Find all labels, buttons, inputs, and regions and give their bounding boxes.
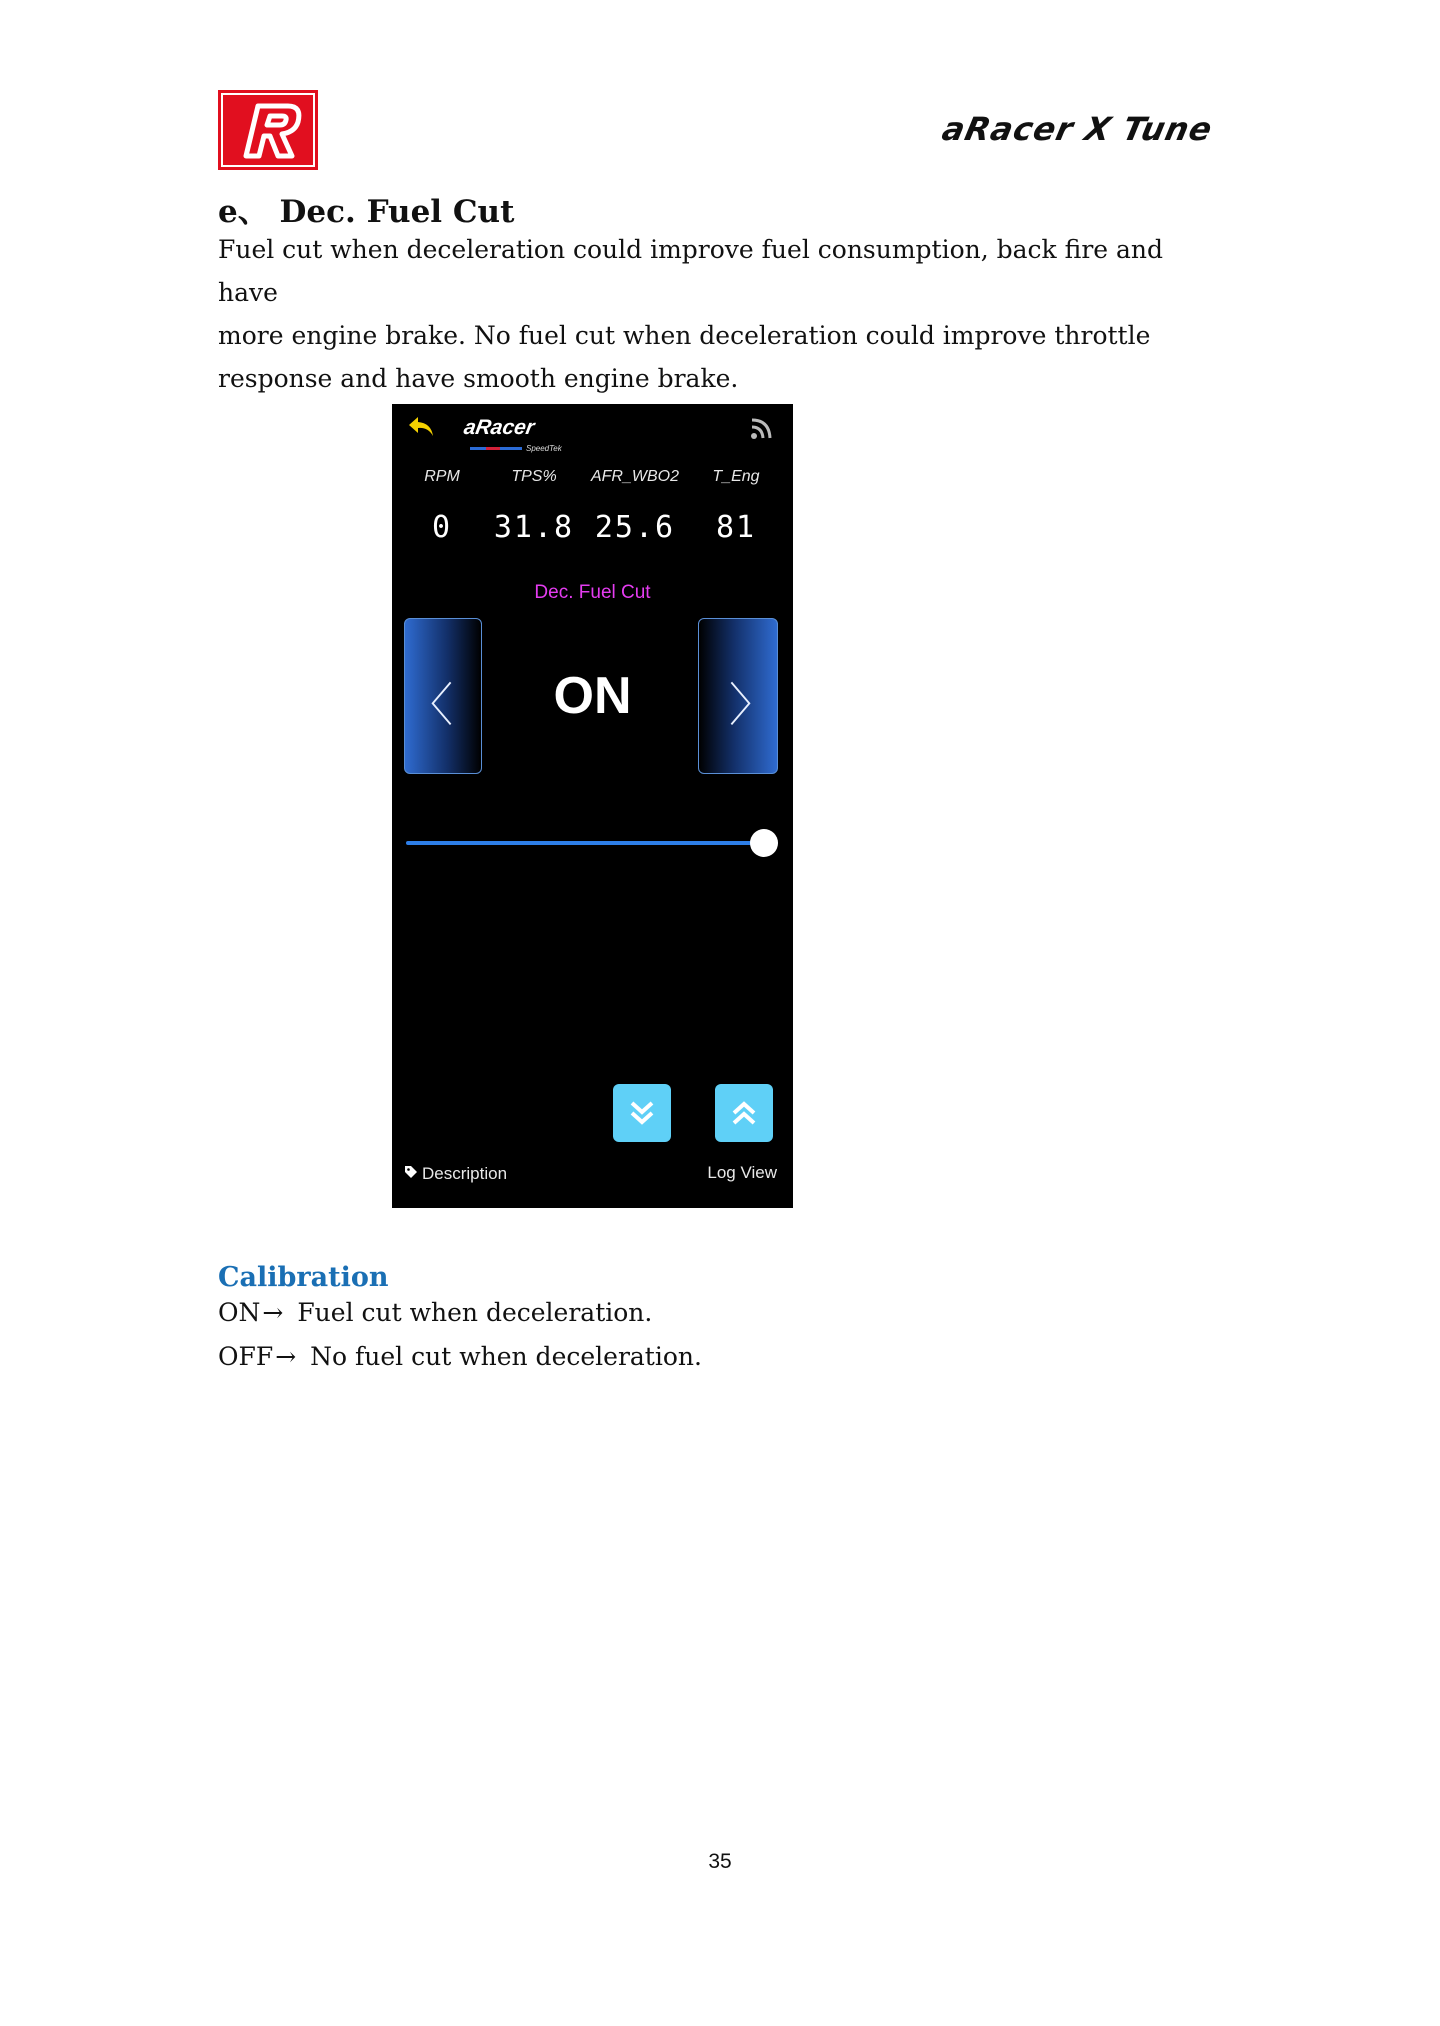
section-title: e、 Dec. Fuel Cut [218,194,515,230]
paragraph-line: Fuel cut when deceleration could improve fuel consumption, back fire and have [218,235,1164,307]
page-number: 35 [708,1850,732,1873]
app-logo-text: aRacer [462,416,537,439]
arrow-icon: → [275,1342,297,1371]
calibration-text: No fuel cut when deceleration. [310,1342,702,1371]
col-label-teng: T_Eng [712,468,760,485]
double-chevron-up-icon [715,1084,773,1142]
description-link[interactable] [404,1164,507,1184]
col-value-teng: 81 [715,510,757,545]
calibration-key: ON [218,1298,261,1327]
aracer-logo [218,90,318,170]
calibration-item [218,1342,702,1371]
description-label: Description [422,1164,508,1183]
paragraph-line: more engine brake. No fuel cut when deceleration could improve throttle [218,321,1151,350]
col-label-tps: TPS% [511,468,557,485]
col-value-tps: 31.8 [493,510,575,545]
double-chevron-down-icon [613,1084,671,1142]
app-logo [462,416,574,453]
brand-title: aRacer X Tune [938,110,1217,148]
next-button[interactable] [698,618,778,774]
col-value-rpm: 0 [431,510,453,545]
step-down-button[interactable] [613,1084,671,1142]
calibration-title: Calibration [218,1262,389,1293]
log-view-link[interactable]: Log View [707,1163,777,1182]
step-up-button[interactable] [715,1084,773,1142]
section-paragraph [218,228,1218,400]
back-arrow-icon[interactable] [406,414,436,447]
slider-thumb[interactable] [750,829,778,857]
parameter-name: Dec. Fuel Cut [534,582,651,603]
calibration-key: OFF [218,1342,274,1371]
parameter-value: ON [553,667,632,725]
col-label-afr: AFR_WBO2 [590,468,679,485]
col-label-rpm: RPM [424,468,460,485]
value-slider[interactable] [406,841,778,845]
tag-icon [404,1164,418,1184]
calibration-item [218,1298,652,1327]
col-value-afr: 25.6 [594,510,676,545]
paragraph-line: response and have smooth engine brake. [218,364,739,393]
app-screenshot [392,404,793,1208]
chevron-left-icon: 〈 [407,678,453,732]
logo-underline-red [486,447,500,450]
signal-icon [749,416,775,447]
chevron-right-icon: 〉 [729,678,775,732]
arrow-icon: → [262,1298,284,1327]
app-logo-subtitle: SpeedTek [526,444,562,453]
calibration-text: Fuel cut when deceleration. [297,1298,653,1327]
